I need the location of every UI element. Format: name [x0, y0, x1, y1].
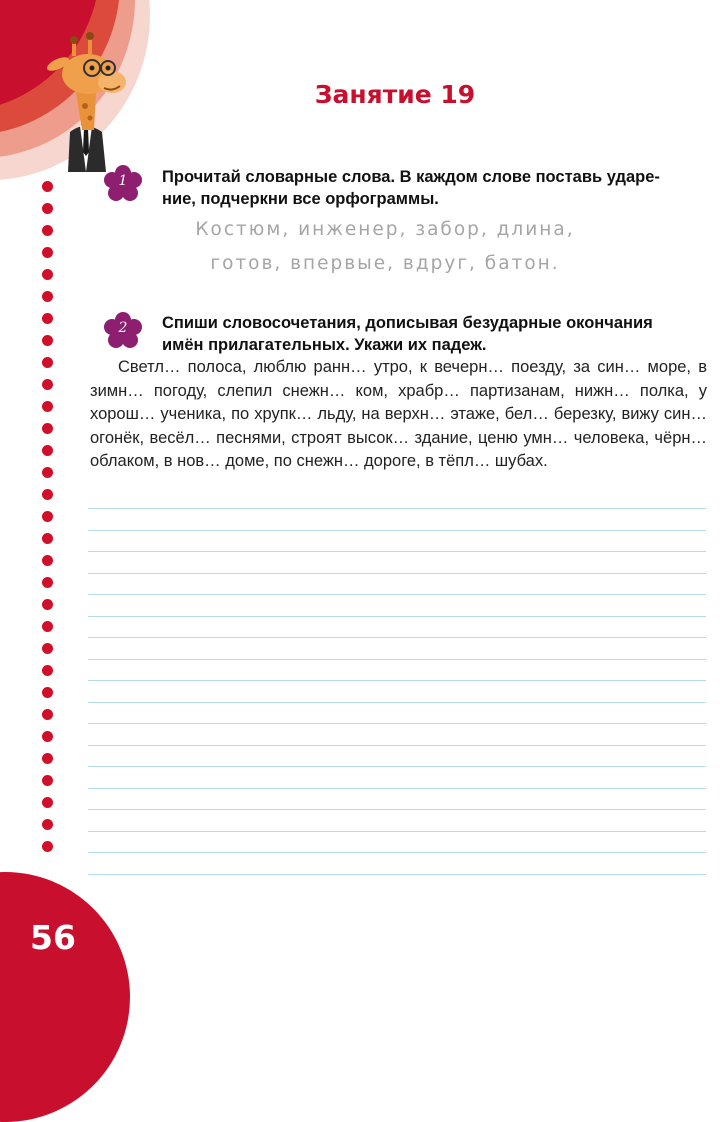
ruled-line: [88, 680, 706, 681]
binding-dot: [42, 291, 53, 302]
ruled-line: [88, 723, 706, 724]
binding-dot: [42, 577, 53, 588]
binding-dot: [42, 225, 53, 236]
ruled-line: [88, 637, 706, 638]
binding-dot: [42, 599, 53, 610]
task-2-number: 2: [118, 320, 128, 336]
binding-dot: [42, 731, 53, 742]
binding-dot: [42, 489, 53, 500]
binding-dot: [42, 401, 53, 412]
page-corner-decoration: [0, 872, 130, 1122]
binding-dot: [42, 555, 53, 566]
task-2-instruction-line: Спиши словосочетания, дописывая безударные окончания: [162, 314, 653, 332]
ruled-line: [88, 852, 706, 853]
binding-dot: [42, 203, 53, 214]
binding-dot: [42, 665, 53, 676]
ruled-line: [88, 594, 706, 595]
ruled-line: [88, 616, 706, 617]
exercise-text: Светл… полоса, люблю ранн… утро, к вечерн… поезду, за син… море, в зимн… погоду, слепил снежн… ком, храбр… партизанам, нижн… полка, у хорош… ученика, по хрупк… льду, на верхн… этаже, бел… березку, вижу син… огонёк, весёл… песнями, строят высок… здание, ценю умн… человека, чёрн… облаком, в нов… доме, по снежн… дороге, в тёпл… шубах.: [90, 358, 707, 470]
binding-dot: [42, 511, 53, 522]
binding-dot: [42, 445, 53, 456]
ruled-line: [88, 573, 706, 574]
binding-dot: [42, 621, 53, 632]
ruled-line: [88, 530, 706, 531]
binding-dot: [42, 335, 53, 346]
binding-dot: [42, 181, 53, 192]
task-1-badge: [103, 164, 143, 204]
binding-dot: [42, 379, 53, 390]
binding-dot: [42, 709, 53, 720]
binding-dot: [42, 533, 53, 544]
ruled-line: [88, 745, 706, 746]
binding-dot: [42, 775, 53, 786]
task-1-instruction-line: ние, подчеркни все орфограммы.: [162, 190, 439, 208]
binding-dot: [42, 313, 53, 324]
binding-dot: [42, 357, 53, 368]
ruled-line: [88, 809, 706, 810]
task-1-instruction: [162, 166, 712, 210]
task-1-instruction-line: Прочитай словарные слова. В каждом слове поставь ударе-: [162, 168, 660, 186]
task-2-instruction: [162, 312, 712, 356]
binding-dot: [42, 819, 53, 830]
binding-dot: [42, 467, 53, 478]
ruled-line: [88, 831, 706, 832]
binding-dot: [42, 423, 53, 434]
ruled-line: [88, 874, 706, 875]
ruled-line: [88, 702, 706, 703]
binding-dot: [42, 841, 53, 852]
binding-dot: [42, 247, 53, 258]
page-number: 56: [30, 918, 76, 957]
ruled-line: [88, 788, 706, 789]
vocabulary-words-line: Костюм, инженер, забор, длина,: [195, 219, 575, 240]
binding-dot: [42, 797, 53, 808]
task-2-instruction-line: имён прилагательных. Укажи их падеж.: [162, 336, 487, 354]
binding-dot: [42, 269, 53, 280]
ruled-line: [88, 551, 706, 552]
ruled-line: [88, 766, 706, 767]
task-1-number: 1: [118, 173, 128, 189]
spiral-binding: [42, 181, 56, 901]
binding-dot: [42, 753, 53, 764]
binding-dot: [42, 643, 53, 654]
ruled-line: [88, 659, 706, 660]
ruled-line: [88, 508, 706, 509]
task-2-badge: [103, 311, 143, 351]
vocabulary-words-line: готов, впервые, вдруг, батон.: [210, 253, 560, 274]
binding-dot: [42, 687, 53, 698]
lesson-title: Занятие 19: [314, 80, 476, 109]
